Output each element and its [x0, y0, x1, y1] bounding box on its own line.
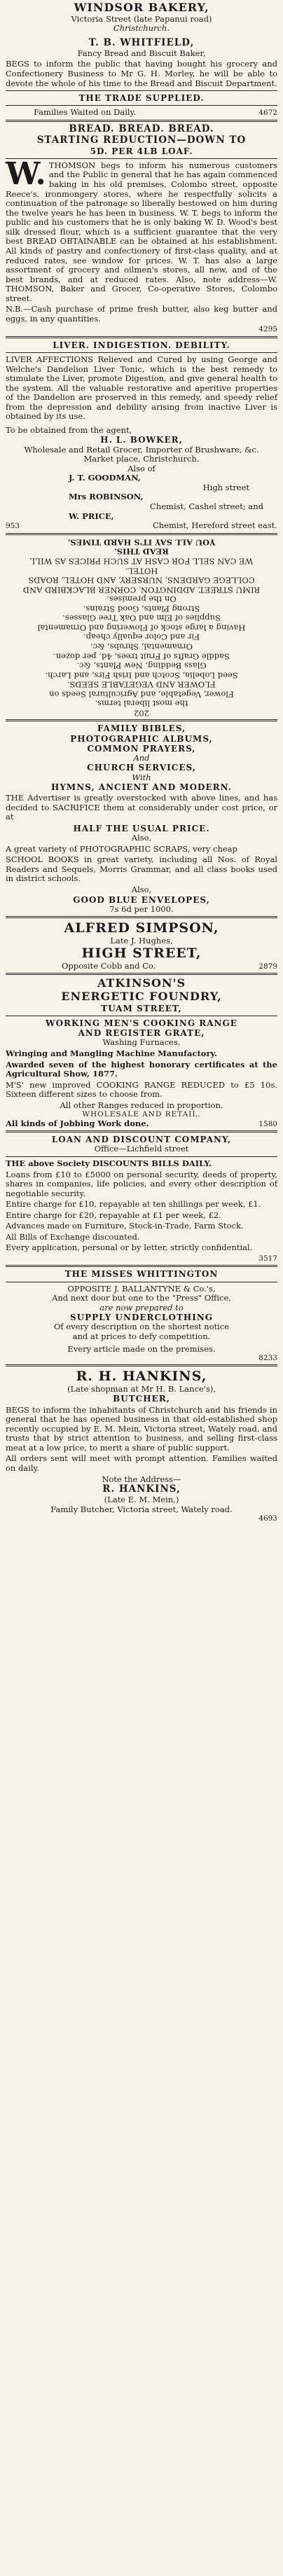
windsor-supply: THE TRADE SUPPLIED. — [78, 93, 205, 104]
hankins-late2: (Late E. M. Mein,) — [104, 1495, 179, 1505]
atkinson-wholesale: WHOLESALE AND RETAIL. — [82, 1110, 201, 1119]
upside-down-line: 202 — [134, 708, 149, 719]
windsor-address: Victoria Street (late Papanui road) — [71, 13, 212, 24]
whittington-order1: Of every description on the shortest notice — [53, 1322, 230, 1332]
liver-agent: To be obtained from the agent, — [6, 424, 132, 435]
hankins-name: R. H. HANKINS, — [76, 1369, 207, 1385]
upside-down-line: Glass Bedding, New Plants, &c. — [76, 660, 207, 671]
thomson-initial: W. — [6, 155, 46, 192]
bibles-also2: Also, — [131, 884, 152, 894]
windsor-families: Families Waited on Daily. — [34, 107, 137, 118]
liver-goodman: J. T. GOODMAN, — [69, 473, 141, 483]
upside-down-line: COLLEGE GARDENS, NURSERY, AND HOTEL, ROADS — [28, 575, 255, 586]
windsor-num: 4672 — [258, 109, 277, 118]
thomson-bread-ad — [6, 124, 277, 334]
simpson-num: 2879 — [258, 962, 277, 971]
liver-price-num: 953 — [6, 522, 20, 531]
loan-body7: Every application, personal or by letter, strictly confidential. — [6, 1242, 253, 1253]
thomson-head3: 5D. PER 4LB LOAF. — [90, 146, 193, 156]
bibles-head1: FAMILY BIBLES, — [97, 723, 186, 734]
loan-office: Office—Lichfield street — [94, 1144, 189, 1154]
hankins-ad — [6, 1369, 277, 1523]
windsor-city: Christchurch. — [113, 23, 170, 34]
hankins-orders: All orders sent will meet with prompt attention. Families waited on daily. — [6, 1453, 277, 1473]
bibles-body3: SCHOOL BOOKS in great variety, including all Nos. of Royal Readers and Sequels, Morris Grammar, and all class books used in district schools. — [6, 854, 277, 884]
liver-price-addr: Chemist, Hereford street east. — [152, 520, 277, 531]
upside-down-line: Fir and Color equally cheap. — [83, 632, 200, 642]
atkinson-other: All other Ranges reduced in proportion. — [60, 1100, 223, 1110]
bibles-head3: COMMON PRAYERS, — [87, 743, 196, 754]
upside-down-line: RIMU STREET, ADDINGTON. CORNER BLACKBIRD AND — [22, 585, 261, 595]
upside-down-line: the most liberal terms. — [95, 698, 188, 709]
atkinson-street: TUAM STREET, — [101, 1003, 182, 1013]
whittington-next: And next door but one to the "Press" Office, — [52, 1293, 231, 1303]
upside-down-line: Flower, Vegetable, and Agricultural Seeds on — [49, 689, 234, 700]
liver-robinson-addr: Chemist, Cashel street; and — [150, 501, 263, 512]
windsor-title: WINDSOR BAKERY, — [74, 1, 209, 14]
liver-agent-name: H. L. BOWKER, — [100, 435, 183, 445]
bibles-envelopes: GOOD BLUE ENVELOPES, — [73, 894, 210, 905]
thomson-body: THOMSON begs to inform his numerous customers and the Public in general that he has again commenced baking in his old premises, Colombo street, opposite Reece's, ironmongery stores, where he respectfully solicits a continuation of the patronage so liberally bestowed on him during the twelve years he has been in business. W. T. begs to inform the public and his customers that he is only baking W. D. Wood's best silk dressed flour, which is a sufficient guarantee that the very best BREAD OBTAINABLE can be obtained at his establishment. All kinds of pastry and confectionery of first-class quality, and at reduced rates, see window for prices. W. T. has also a large assortment of grocery and oilmen's stores, all new, and of the best brands, and at reduced rates. Also, note address—W. THOMSON, Baker and Grocer, Co-operative Stores, Colombo street. — [6, 160, 277, 303]
hankins-num: 4693 — [258, 1514, 277, 1523]
windsor-bakery-ad — [6, 1, 277, 118]
whittington-opp: OPPOSITE J. BALLANTYNE & Co.'s, — [67, 1283, 216, 1294]
whittington-prepared: are now prepared to — [99, 1302, 184, 1313]
thomson-nb: N.B.—Cash purchase of prime fresh butter, also keg butter and eggs, in any quantities. — [6, 304, 277, 324]
atkinson-foundry: ENERGETIC FOUNDRY, — [61, 990, 222, 1004]
atkinson-num: 1580 — [258, 1119, 277, 1128]
upside-down-lines — [6, 537, 277, 718]
bibles-head4: And — [133, 752, 150, 763]
hankins-note: Note the Address— — [102, 1474, 181, 1484]
thomson-head1: BREAD. BREAD. BREAD. — [69, 123, 214, 134]
simpson-name: ALFRED SIMPSON, — [64, 920, 219, 936]
upside-down-line: Seed Lobelia, Scotch and Irish Firs, and Larch. — [45, 670, 238, 681]
windsor-name: T. B. WHITFIELD, — [88, 37, 195, 48]
loan-ad — [6, 1135, 277, 1263]
bibles-also: Also, — [131, 833, 152, 843]
windsor-trade: Fancy Bread and Biscuit Baker, — [77, 48, 206, 58]
hankins-trade: BUTCHER, — [113, 1394, 170, 1404]
whittington-supply: SUPPLY UNDERCLOTHING — [69, 1313, 214, 1323]
liver-agent-addr: Market place, Christchurch. — [83, 454, 200, 464]
atkinson-washing: Washing Furnaces, — [102, 1037, 181, 1048]
windsor-body: BEGS to inform the public that having bought his grocery and Confectionery Business to Mr G. H. Morley, he will be able to devote the whole of his time to the Bread and Biscuit Department. — [6, 59, 277, 88]
atkinson-name: ATKINSON'S — [97, 976, 186, 990]
upside-down-line: Having a large stock of Flowering and Ornamental — [37, 623, 246, 633]
liver-price: W. PRICE, — [69, 511, 114, 521]
bibles-ad — [6, 723, 277, 914]
loan-num: 3517 — [258, 1254, 277, 1263]
simpson-ad — [6, 920, 277, 971]
loan-body6: All Bills of Exchange discounted. — [6, 1231, 140, 1242]
upside-down-line: Saddle Grafts of Fruit trees, 4d. per dozen. — [53, 651, 230, 662]
bibles-head6: With — [132, 772, 151, 782]
upside-down-ad — [6, 537, 277, 718]
thomson-head2: STARTING REDUCTION—DOWN TO — [36, 134, 247, 146]
simpson-street: HIGH STREET, — [81, 946, 202, 962]
loan-body3: Entire charge for £10, repayable at ten shillings per week, £1. — [6, 1199, 261, 1210]
liver-agent-trade: Wholesale and Retail Grocer, Importer of Brushware, &c. — [24, 444, 259, 455]
loan-body5: Advances made on Furniture, Stock-in-Trade, Farm Stock. — [6, 1221, 244, 1231]
liver-also: Also of — [127, 463, 156, 473]
hankins-footer: Family Butcher, Victoria street, Wately road. — [50, 1504, 233, 1514]
upside-down-line: Strong Plants, Good Strains. — [83, 604, 200, 614]
bibles-head7: HYMNS, ANCIENT AND MODERN. — [51, 782, 232, 793]
atkinson-jobbing: All kinds of Jobbing Work done. — [6, 1118, 149, 1128]
atkinson-wringing: Wringing and Mangling Machine Manufactory. — [6, 1048, 217, 1058]
hankins-name2: R. HANKINS, — [102, 1483, 181, 1495]
upside-down-line: YOU ALL SAY IT'S HARD TIMES. — [67, 537, 216, 548]
bibles-body1: THE Advertiser is greatly overstocked with above lines, and has decided to SACRIFICE them at considerably under cost price, or at — [6, 793, 277, 822]
whittington-head: THE MISSES WHITTINGTON — [64, 1269, 219, 1280]
simpson-late: Late J. Hughes, — [110, 935, 173, 946]
hankins-late: (Late shopman at Mr H. B. Lance's), — [67, 1383, 216, 1394]
atkinson-range1: WORKING MEN'S COOKING RANGE — [46, 1018, 237, 1029]
upside-down-line: Ornamental, Shrubs, &c. — [90, 642, 193, 652]
loan-body4: Entire charge for £20, repayable at £1 per week, £2. — [6, 1210, 221, 1220]
whittington-ad — [6, 1269, 277, 1362]
bibles-env-price: 7s 6d per 1000. — [109, 903, 174, 914]
liver-body: LIVER AFFECTIONS Relieved and Cured by using George and Welche's Dandelion Liver Tonic, which is the best remedy to stimulate the Liver, promote Digestion, and give general health to the system. All the valuable restorative and aperitive properties of the Dandelion are preserved in this remedy, and speedy relief from the depression and debility arising from inactive Liver is obtained by its use. — [6, 354, 277, 422]
loan-head: LOAN AND DISCOUNT COMPANY, — [51, 1135, 232, 1145]
bibles-half: HALF THE USUAL PRICE. — [73, 823, 210, 833]
liver-robinson: Mrs ROBINSON, — [69, 492, 144, 502]
loan-body1: THE above Society DISCOUNTS BILLS DAILY. — [6, 1158, 212, 1168]
thomson-num: 4295 — [258, 325, 277, 334]
atkinson-improved: M'S' new improved COOKING RANGE REDUCED to £5 10s. Sixteen different sizes to choose from. — [6, 1079, 277, 1100]
bibles-head5: CHURCH SERVICES, — [87, 763, 196, 773]
liver-head: LIVER. INDIGESTION. DEBILITY. — [53, 340, 230, 350]
atkinson-range2: AND REGISTER GRATE, — [78, 1028, 205, 1039]
whittington-order2: and at prices to defy competition. — [72, 1331, 211, 1341]
whittington-made: Every article made on the premises. — [67, 1343, 216, 1354]
atkinson-ad — [6, 977, 277, 1128]
whittington-num: 8233 — [258, 1354, 277, 1363]
loan-body2: Loans from £10 to £5000 on personal security, deeds of property, shares in companies, life policies, and every other description of negotiable security. — [6, 1169, 277, 1198]
liver-goodman-addr: High street — [202, 482, 249, 492]
liver-tonic-ad — [6, 340, 277, 531]
upside-down-line: Supplies of Elm and Oak Tree Glasses. — [62, 613, 221, 623]
upside-down-line: FLOWER AND VEGETABLE SEEDS. — [67, 679, 216, 690]
simpson-addr: Opposite Cobb and Co. — [62, 960, 156, 971]
bibles-head2: PHOTOGRAPHIC ALBUMS, — [70, 733, 213, 744]
upside-down-line: On the premises. — [106, 594, 177, 604]
atkinson-awarded: Awarded seven of the highest honorary certificates at the Agricultural Show, 1877. — [6, 1059, 277, 1079]
hankins-body: BEGS to inform the inhabitants of Christchurch and his friends in general that he has opened business in that old-established shop recently occupied by E. M. Mein, Victoria street, Wately road, and trusts that by strict attention to business, and selling first-class meat at a low price, to merit a share of public support. — [6, 1404, 277, 1453]
upside-down-line: HOTEL. — [125, 565, 158, 576]
bibles-body2: A great variety of PHOTOGRAPHIC SCRAPS, very cheap — [6, 843, 237, 854]
upside-down-line: READ THIS. — [114, 546, 169, 557]
upside-down-line: WE CAN SELL FOR CASH AT SUCH PRICES AS WILL — [29, 556, 254, 567]
